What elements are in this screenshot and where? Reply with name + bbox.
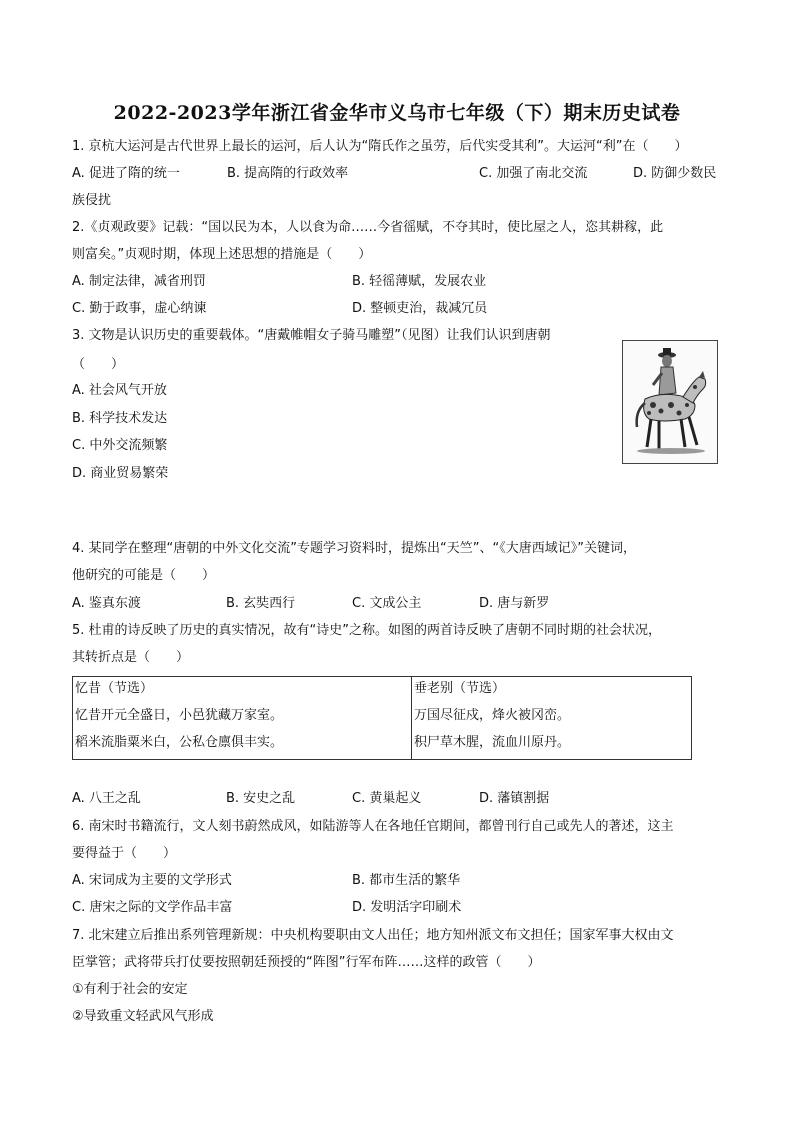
q3-option-c: C. 中外交流频繁: [72, 438, 168, 453]
q1-option-b: B. 提高隋的行政效率: [227, 166, 349, 181]
q2-option-b: B. 轻徭薄赋，发展农业: [352, 274, 487, 289]
poem-2-line2: 积尸草木腥，流血川原丹。: [414, 735, 571, 750]
poem-2-title: 垂老别（节选）: [414, 681, 506, 696]
poem-2-line1: 万国尽征戍，烽火被冈峦。: [414, 708, 571, 723]
q3-stem-line2: （ ）: [72, 357, 125, 372]
q4-stem-line1: 4. 某同学在整理“唐朝的中外文化交流”专题学习资料时，提炼出“天竺”、“《大唐西域记》”关键词，: [72, 541, 636, 556]
q3-stem-line1: 3. 文物是认识历史的重要载体。“唐戴帷帽女子骑马雕塑”（见图）让我们认识到唐朝: [72, 328, 551, 343]
q1-stem: 1. 京杭大运河是古代世界上最长的运河，后人认为“隋氏作之虽劳，后代实受其利”。大运河“利”在（ ）: [72, 139, 688, 154]
q3-option-a: A. 社会风气开放: [72, 383, 167, 398]
q2-option-a: A. 制定法律，减省刑罚: [72, 274, 206, 289]
horse-rider-figurine-image: [622, 340, 718, 464]
q6-option-b: B. 都市生活的繁华: [352, 873, 461, 888]
q2-option-d: D. 整顿吏治，裁减冗员: [352, 301, 488, 316]
poem-1-title: 忆昔（节选）: [75, 681, 154, 696]
q1-option-c: C. 加强了南北交流: [479, 166, 588, 181]
q2-stem-line2: 则富矣。”贞观时期，体现上述思想的措施是（ ）: [72, 247, 372, 262]
q6-option-a: A. 宋词成为主要的文学形式: [72, 873, 232, 888]
table-divider: [411, 677, 412, 759]
q7-statement-2: ②导致重文轻武风气形成: [72, 1009, 214, 1024]
q4-stem-line2: 他研究的可能是（ ）: [72, 568, 216, 583]
q4-option-d: D. 唐与新罗: [479, 596, 550, 611]
q2-stem-line1: 2.《贞观政要》记载：“国以民为本，人以食为命……今省徭赋，不夺其时，使比屋之人，恣其耕稼，此: [72, 220, 664, 235]
q1-option-a: A. 促进了隋的统一: [72, 166, 180, 181]
q7-stem-line1: 7. 北宋建立后推出系列管理新规：中央机构要职由文人出任；地方知州派文布文担任；国家军事大权由文: [72, 928, 674, 943]
q4-option-a: A. 鉴真东渡: [72, 596, 141, 611]
q4-option-b: B. 玄奘西行: [226, 596, 296, 611]
q2-option-c: C. 勤于政事，虚心纳谏: [72, 301, 207, 316]
poem-1-line1: 忆昔开元全盛日，小邑犹藏万家室。: [75, 708, 284, 723]
q7-statement-1: ①有利于社会的安定: [72, 982, 188, 997]
horse-rider-figurine-drawing: [623, 341, 717, 463]
q6-stem-line2: 要得益于（ ）: [72, 846, 177, 861]
q5-option-d: D. 藩镇割据: [479, 791, 550, 806]
poem-1-line2: 稻米流脂粟米白，公私仓廪俱丰实。: [75, 735, 284, 750]
exam-title: 2022-2023学年浙江省金华市义乌市七年级（下）期末历史试卷: [113, 102, 681, 124]
q4-option-c: C. 文成公主: [352, 596, 422, 611]
q5-stem-line2: 其转折点是（ ）: [72, 650, 190, 665]
q1-option-d: D. 防御少数民: [633, 166, 717, 181]
q6-option-d: D. 发明活字印刷术: [352, 900, 462, 915]
q5-option-a: A. 八王之乱: [72, 791, 141, 806]
q3-option-d: D. 商业贸易繁荣: [72, 466, 169, 481]
q5-stem-line1: 5. 杜甫的诗反映了历史的真实情况，故有“诗史”之称。如图的两首诗反映了唐朝不同时期的社会状况，: [72, 623, 662, 638]
q5-option-c: C. 黄巢起义: [352, 791, 422, 806]
q6-option-c: C. 唐宋之际的文学作品丰富: [72, 900, 233, 915]
poem-comparison-table: [72, 676, 692, 760]
q3-option-b: B. 科学技术发达: [72, 411, 168, 426]
q7-stem-line2: 臣掌管；武将带兵打仗要按照朝廷预授的“阵图”行军布阵……这样的政管（ ）: [72, 955, 541, 970]
q6-stem-line1: 6. 南宋时书籍流行，文人刻书蔚然成风，如陆游等人在各地任官期间，都曾刊行自己或先人的著述，这主: [72, 819, 674, 834]
q5-option-b: B. 安史之乱: [226, 791, 296, 806]
q1-option-d-continued: 族侵扰: [72, 193, 112, 208]
